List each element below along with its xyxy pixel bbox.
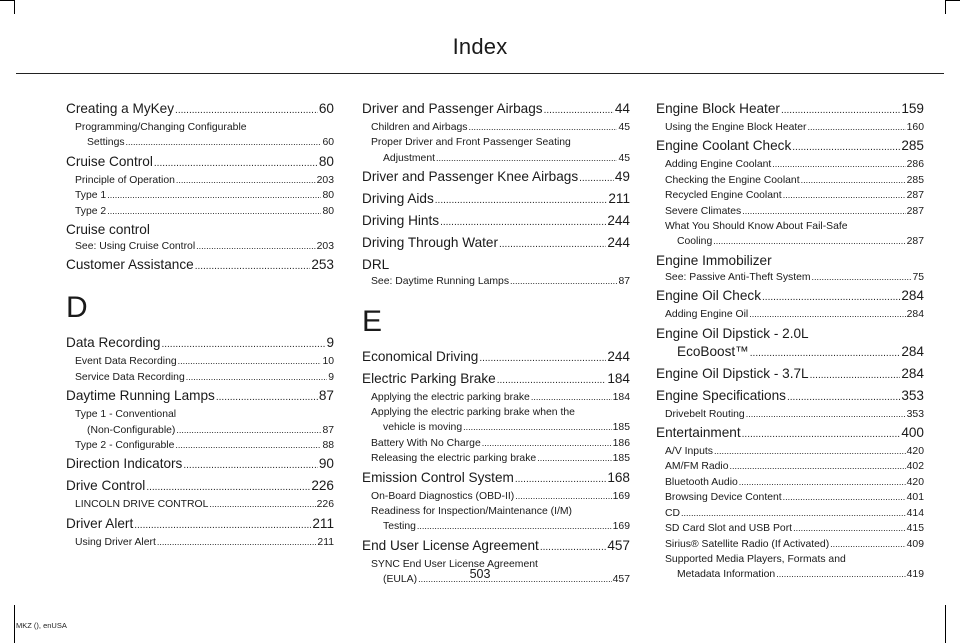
entry-label: Drivebelt Routing [665,408,745,420]
entry-label: Principle of Operation [75,174,175,186]
index-subentry: Supported Media Players, Formats and [665,553,846,565]
header-rule [16,73,944,74]
page-ref: 186 [612,437,630,449]
index-subentry: Readiness for Inspection/Maintenance (I/M) [371,506,572,518]
footer-text: MKZ (), enUSA [16,621,67,630]
entry-label: Recycled Engine Coolant [665,190,782,202]
index-column-3 [656,98,924,583]
dot-leader [134,517,311,535]
dot-leader [787,389,900,407]
page-ref: 44 [614,101,630,116]
index-entry [362,100,630,120]
dot-leader [713,234,905,249]
dot-leader [793,521,906,536]
entry-label: End User License Agreement [362,537,539,553]
index-subentry [656,157,924,172]
page-ref: 284 [906,309,924,321]
entry-label: A/V Inputs [665,446,713,458]
dot-leader [176,173,316,188]
dot-leader [783,188,906,203]
dot-leader [830,537,905,552]
index-entry [362,212,630,232]
entry-label: Driving Through Water [362,235,498,251]
page-ref: 400 [901,425,924,441]
page-ref: 457 [607,537,630,553]
page-title: Index [452,34,508,59]
dot-leader [175,102,318,120]
page-ref: 80 [322,190,334,202]
dot-leader [772,157,905,172]
dot-leader [808,120,906,135]
index-entry [362,234,630,254]
page-ref: 244 [607,235,630,251]
crop-mark [14,0,15,14]
page-ref: 353 [901,387,924,403]
entry-label: Driver and Passenger Airbags [362,101,543,116]
entry-label: Battery With No Charge [371,437,481,449]
dot-leader [746,407,906,422]
entry-label: Entertainment [656,425,741,441]
index-subentry [362,390,630,405]
dot-leader [178,354,322,369]
dot-leader [783,490,906,505]
page-ref: 203 [316,174,334,186]
page-ref: 88 [322,440,334,452]
section-letter: D [66,291,88,325]
index-subentry [656,475,924,490]
index-subentry [66,354,334,369]
dot-leader [544,102,614,120]
entry-label: Economical Driving [362,348,479,364]
index-entry [362,190,630,210]
entry-label: Browsing Device Content [665,492,782,504]
index-subentry [362,436,630,451]
index-subentry [656,173,924,188]
dot-leader [579,170,614,188]
page-ref: 80 [318,153,334,169]
dot-leader [216,389,318,407]
index-subentry [656,120,924,135]
page-ref: 87 [322,424,334,436]
page-ref: 287 [906,205,924,217]
index-subentry: Applying the electric parking brake when the [371,407,575,419]
dot-leader [750,345,901,363]
index-subentry [656,204,924,219]
crop-mark [945,0,960,1]
dot-leader [792,139,900,157]
entry-label: Engine Oil Check [656,288,762,304]
index-subentry [656,537,924,552]
dot-leader [540,539,606,557]
dot-leader [209,497,315,512]
page-ref: 169 [612,490,630,502]
entry-label: Applying the electric parking brake [371,391,530,403]
page-ref: 160 [906,122,924,133]
page-ref: 401 [906,492,924,504]
index-heading: Cruise control [66,222,150,238]
page-ref: 10 [322,356,334,368]
entry-label: Settings [87,137,125,149]
dot-leader [161,336,325,354]
index-subentry-continued [66,423,334,438]
index-entry [66,477,334,497]
page-ref: 285 [906,174,924,186]
entry-label: Driving Hints [362,213,440,229]
page-ref: 45 [618,122,630,133]
entry-label: Engine Block Heater [656,101,780,116]
entry-label: Customer Assistance [66,257,194,273]
index-subentry: Type 1 - Conventional [75,409,177,421]
index-subentry [362,451,630,466]
entry-label: EcoBoost™ [677,343,749,359]
index-entry [656,424,924,444]
entry-label: (EULA) [383,574,418,586]
entry-label: Type 2 [75,205,107,217]
page-number: 503 [469,567,491,581]
dot-leader [157,535,317,550]
dot-leader [107,188,321,203]
entry-label: Metadata Information [677,569,776,581]
entry-label: Event Data Recording [75,356,177,368]
index-subentry [362,274,630,289]
entry-label: See: Using Cruise Control [75,241,196,253]
dot-leader [714,444,906,459]
entry-label: Driver Alert [66,515,134,531]
entry-label: Adding Engine Coolant [665,159,772,171]
index-subentry: Programming/Changing Configurable [75,122,247,133]
entry-label: Engine Coolant Check [656,138,792,154]
entry-label: Checking the Engine Coolant [665,174,800,186]
entry-label: Using Driver Alert [75,536,156,548]
index-subentry [656,270,924,285]
dot-leader [742,426,901,444]
page-ref: 169 [612,521,630,533]
page-ref: 168 [607,469,630,485]
entry-label: Using the Engine Block Heater [665,122,807,133]
index-entry-continued [656,343,924,363]
page-ref: 75 [912,271,924,283]
entry-label: Adjustment [383,152,435,164]
dot-leader [436,151,617,166]
dot-leader [195,258,311,276]
page-ref: 287 [906,190,924,202]
index-entry [362,537,630,557]
page-ref: 80 [322,205,334,217]
entry-label: Driving Aids [362,191,434,207]
dot-leader [499,236,606,254]
dot-leader [510,274,617,289]
page-ref: 185 [612,422,630,434]
page-ref: 286 [906,159,924,171]
dot-leader [681,506,906,521]
entry-label: Testing [383,521,416,533]
page-ref: 287 [906,236,924,248]
dot-leader [479,350,606,368]
entry-label: Electric Parking Brake [362,370,496,386]
index-entry [656,100,924,120]
index-subentry [66,497,334,512]
page-ref: 45 [618,152,630,164]
entry-label: LINCOLN DRIVE CONTROL [75,499,209,511]
page-ref: 284 [901,288,924,304]
page-ref: 60 [318,101,334,116]
page-ref: 87 [618,276,630,288]
dot-leader [730,459,906,474]
entry-label: Adding Engine Oil [665,309,749,321]
index-entry [656,287,924,307]
entry-label: Engine Specifications [656,387,786,403]
dot-leader [810,367,901,385]
index-subentry [656,407,924,422]
page-ref: 211 [312,515,334,531]
index-subentry [362,120,630,135]
index-entry [362,348,630,368]
entry-label: Sirius® Satellite Radio (If Activated) [665,538,830,550]
index-subentry-continued [362,420,630,435]
index-subentry [66,438,334,453]
index-subentry [66,535,334,550]
page-ref: 226 [311,478,334,494]
crop-mark [945,0,946,14]
index-entry [66,100,334,120]
entry-label: Engine Oil Dipstick - 3.7L [656,365,809,381]
index-column-2 [362,98,630,588]
page-ref: 226 [316,499,334,511]
index-subentry [656,521,924,536]
entry-label: vehicle is moving [383,422,463,434]
index-entry [66,387,334,407]
entry-label: Daytime Running Lamps [66,388,215,404]
index-subentry [66,370,334,385]
index-subentry: What You Should Know About Fail-Safe [665,221,848,233]
dot-leader [537,451,611,466]
index-subentry-continued [362,519,630,534]
page-ref: 184 [612,391,630,403]
index-subentry [66,173,334,188]
page-ref: 409 [906,538,924,550]
crop-mark [0,0,14,1]
index-heading: Engine Immobilizer [656,252,772,268]
dot-leader [107,204,321,219]
dot-leader [186,370,327,385]
index-entry [362,370,630,390]
entry-label: Children and Airbags [371,122,468,133]
index-subentry [656,188,924,203]
entry-label: Type 1 [75,190,107,202]
index-entry [66,153,334,173]
index-subentry [66,239,334,254]
entry-label: See: Passive Anti-Theft System [665,271,811,283]
page-ref: 253 [311,257,334,273]
page-ref: 420 [906,476,924,488]
dot-leader [812,270,912,285]
dot-leader [176,423,321,438]
dot-leader [801,173,906,188]
entry-label: Type 2 - Configurable [75,440,175,452]
entry-label: AM/FM Radio [665,461,729,473]
page-ref: 90 [318,456,334,472]
entry-label: Cruise Control [66,153,153,169]
entry-label: On-Board Diagnostics (OBD-II) [371,490,515,502]
page-ref: 244 [607,348,630,364]
page-ref: 49 [614,169,630,185]
dot-leader [154,155,318,173]
index-subentry [362,489,630,504]
index-entry [656,365,924,385]
entry-label: Driver and Passenger Knee Airbags [362,169,579,185]
page-ref: 211 [608,191,630,207]
index-subentry [656,444,924,459]
dot-leader [175,438,321,453]
dot-leader [482,436,612,451]
dot-leader [531,390,612,405]
dot-leader [749,307,905,322]
page-ref: 159 [901,101,924,116]
index-entry [66,455,334,475]
index-subentry [656,459,924,474]
entry-label: Service Data Recording [75,371,185,383]
entry-label: Releasing the electric parking brake [371,453,537,465]
index-subentry: SYNC End User License Agreement [371,558,538,570]
index-entry [362,168,630,188]
dot-leader [781,102,900,120]
dot-leader [183,457,318,475]
entry-label: Cooling [677,236,713,248]
index-subentry [656,506,924,521]
index-subentry-continued [656,234,924,249]
page-ref: 244 [607,213,630,229]
page-ref: 87 [318,388,334,404]
page-ref: 284 [901,365,924,381]
index-subentry: Proper Driver and Front Passenger Seating [371,137,571,149]
page-ref: 457 [612,574,630,586]
index-subentry-continued [362,151,630,166]
dot-leader [468,120,617,135]
index-subentry [66,188,334,203]
page-ref: 211 [317,536,334,548]
entry-label: CD [665,507,681,519]
dot-leader [739,475,906,490]
dot-leader [515,489,611,504]
index-subentry [656,490,924,505]
crop-mark [945,605,946,643]
page-ref: 184 [607,370,630,386]
index-entry [66,515,334,535]
crop-mark [14,605,15,643]
index-column-1 [66,98,334,550]
page-ref: 419 [906,569,924,581]
index-heading: Engine Oil Dipstick - 2.0L [656,325,809,341]
entry-label: Direction Indicators [66,456,183,472]
page-ref: 414 [906,507,924,519]
dot-leader [742,204,905,219]
page-ref: 402 [906,461,924,473]
entry-label: Data Recording [66,335,161,351]
dot-leader [417,519,612,534]
page-ref: 9 [326,335,334,351]
entry-label: See: Daytime Running Lamps [371,276,510,288]
index-subentry [656,307,924,322]
entry-label: Severe Climates [665,205,742,217]
index-subentry [66,204,334,219]
index-entry [656,387,924,407]
entry-label: Bluetooth Audio [665,476,738,488]
section-letter: E [362,304,383,338]
dot-leader [126,135,322,150]
dot-leader [440,214,606,232]
dot-leader [146,479,310,497]
index-entry [362,469,630,489]
page-ref: 284 [901,343,924,359]
page-ref: 415 [906,523,924,535]
dot-leader [497,372,607,390]
page-ref: 60 [322,137,334,149]
index-heading: DRL [362,257,390,273]
entry-label: Emission Control System [362,469,514,485]
index-entry [66,334,334,354]
dot-leader [762,289,900,307]
page-ref: 9 [328,371,334,383]
dot-leader [463,420,612,435]
page-ref: 353 [906,408,924,420]
dot-leader [435,192,608,210]
entry-label: Drive Control [66,478,146,494]
page-ref: 185 [612,453,630,465]
entry-label: (Non-Configurable) [87,424,176,436]
dot-leader [515,471,606,489]
dot-leader [196,239,316,254]
page-ref: 420 [906,446,924,458]
page-ref: 285 [901,138,924,154]
index-entry [656,137,924,157]
entry-label: Creating a MyKey [66,101,175,116]
page-ref: 203 [316,241,334,253]
index-entry [66,256,334,276]
index-subentry-continued [66,135,334,150]
entry-label: SD Card Slot and USB Port [665,523,793,535]
